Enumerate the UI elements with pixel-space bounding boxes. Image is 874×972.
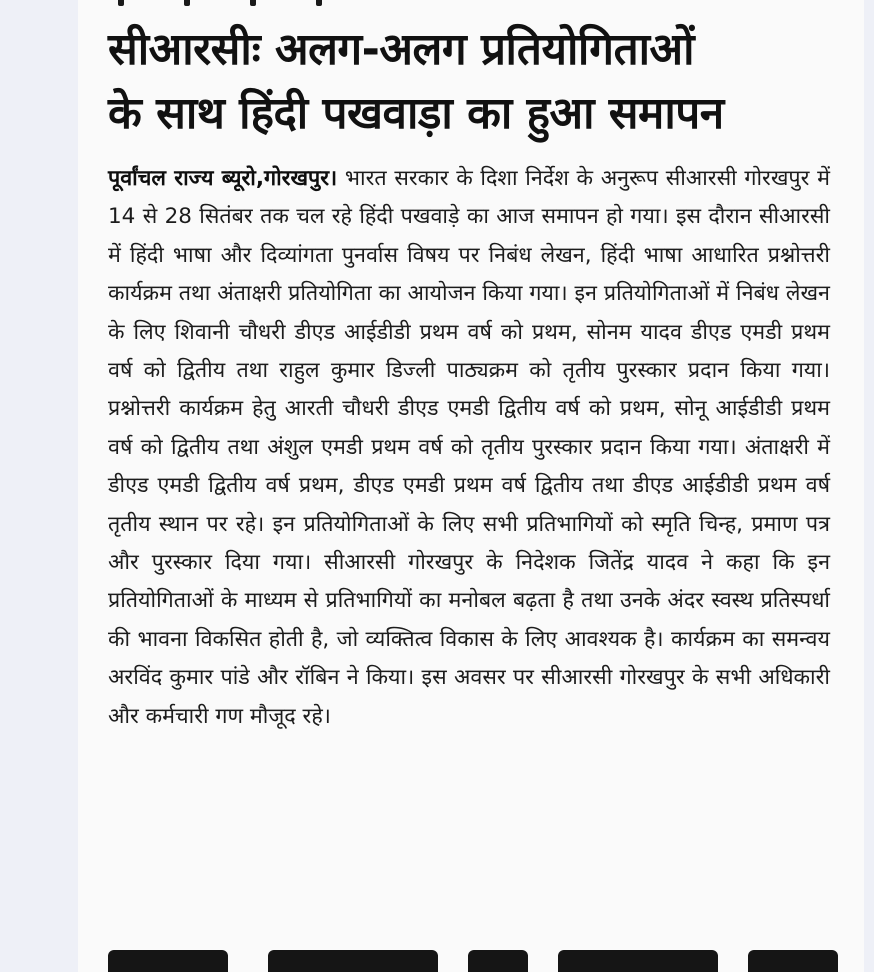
article-dateline: पूर्वांचल राज्य ब्यूरो,गोरखपुर। [108,166,338,191]
article-body [108,160,830,736]
ink-fragment [468,950,528,972]
next-headline-fragment [108,950,848,972]
previous-text-fragment [78,0,864,8]
article-body-text: भारत सरकार के दिशा निर्देश के अनुरूप सीआरसी गोरखपुर में 14 से 28 सितंबर तक चल रहे हिंदी पखवाड़े का आज समापन हो गया। इस दौरान सीआरसी में हिंदी भाषा और दिव्यांगता पुनर्वास विषय पर निबंध लेखन, हिंदी भाषा आधारित प्रश्नोत्तरी कार्यक्रम तथा अंताक्षरी प्रतियोगिता का आयोजन किया गया। इन प्रतियोगिताओं में निबंध लेखन के लिए शिवानी चौधरी डीएड आईडीडी प्रथम वर्ष को प्रथम, सोनम यादव डीएड एमडी प्रथम वर्ष को द्वितीय तथा राहुल कुमार डिज्ली पाठ्यक्रम को तृतीय पुरस्कार प्रदान किया गया। प्रश्नोत्तरी कार्यक्रम हेतु आरती चौधरी डीएड एमडी द्वितीय वर्ष को प्रथम, सोनू आईडीडी प्रथम वर्ष को द्वितीय तथा अंशुल एमडी प्रथम वर्ष को तृतीय पुरस्कार प्रदान किया गया। अंताक्षरी में डीएड एमडी द्वितीय वर्ष प्रथम, डीएड एमडी प्रथम वर्ष द्वितीय तथा डीएड आईडीडी प्रथम वर्ष तृतीय स्थान पर रहे। इन प्रतियोगिताओं के लिए सभी प्रतिभागियों को स्मृति चिन्ह, प्रमाण पत्र और पुरस्कार दिया गया। सीआरसी गोरखपुर के निदेशक जितेंद्र यादव ने कहा कि इन प्रतियोगिताओं के माध्यम से प्रतिभागियों का मनोबल बढ़ता है तथा उनके अंदर स्वस्थ प्रतिस्पर्धा की भावना विकसित होती है, जो व्यक्तित्व विकास के लिए आवश्यक है। कार्यक्रम का समन्वय अरविंद कुमार पांडे और रॉबिन ने किया। इस अवसर पर सीआरसी गोरखपुर के सभी अधिकारी और कर्मचारी गण मौजूद रहे। [108,166,830,729]
ink-fragment [250,0,256,6]
headline-line-2: के साथ हिंदी पखवाड़ा का हुआ समापन [108,88,724,139]
ink-fragment [184,0,190,6]
ink-fragment [558,950,718,972]
ink-fragment [268,950,438,972]
ink-fragment [118,0,124,6]
ink-fragment [748,950,838,972]
article-headline [108,18,848,146]
newspaper-clipping [78,0,864,972]
ink-fragment [108,950,228,972]
ink-fragment [316,0,322,6]
headline-line-1: सीआरसीः अलग-अलग प्रतियोगिताओं [108,24,695,75]
